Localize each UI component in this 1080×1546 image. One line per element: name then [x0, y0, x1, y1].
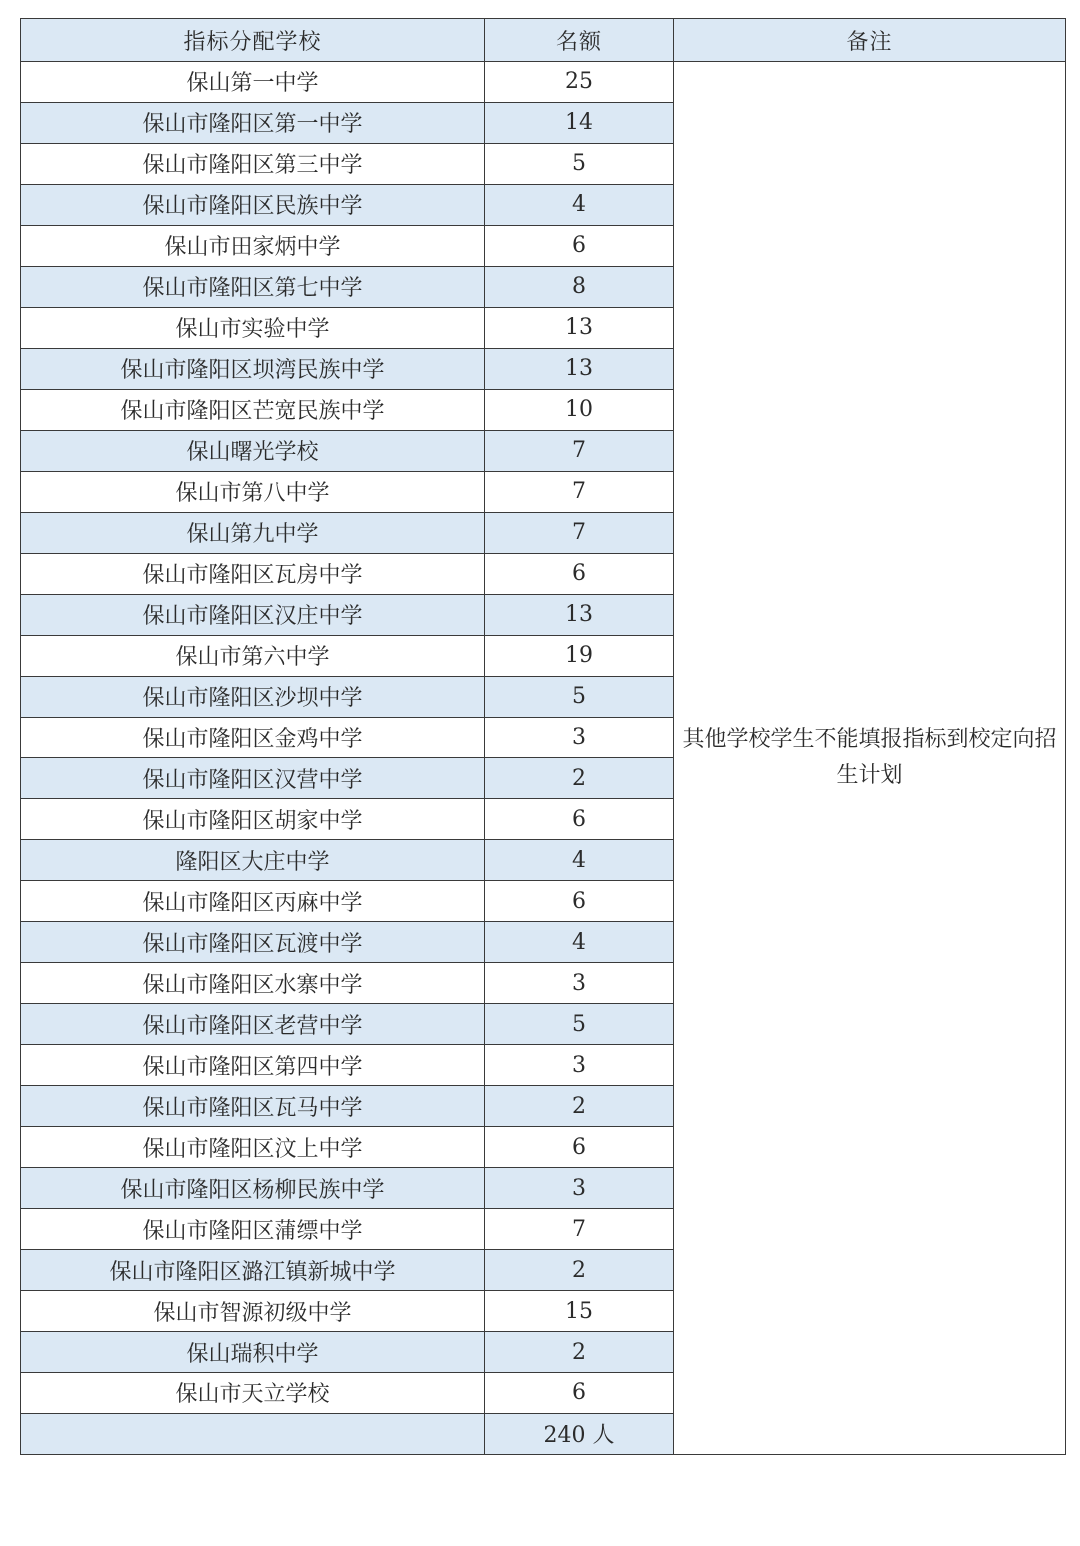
quota-cell: 6: [485, 881, 674, 922]
quota-cell: 2: [485, 1086, 674, 1127]
quota-cell: 6: [485, 1373, 674, 1414]
school-cell: 保山市隆阳区民族中学: [21, 184, 485, 225]
school-cell: 保山市智源初级中学: [21, 1291, 485, 1332]
quota-cell: 15: [485, 1291, 674, 1332]
quota-cell: 13: [485, 307, 674, 348]
quota-cell: 2: [485, 1332, 674, 1373]
header-quota: 名额: [485, 19, 674, 62]
school-cell: 保山市隆阳区沙坝中学: [21, 676, 485, 717]
quota-cell: 6: [485, 1127, 674, 1168]
quota-cell: 6: [485, 553, 674, 594]
school-cell: 保山市隆阳区瓦马中学: [21, 1086, 485, 1127]
school-cell: 保山市隆阳区金鸡中学: [21, 717, 485, 758]
quota-cell: 5: [485, 1004, 674, 1045]
quota-cell: 6: [485, 225, 674, 266]
school-cell: 保山市隆阳区瓦房中学: [21, 553, 485, 594]
header-school: 指标分配学校: [21, 19, 485, 62]
school-cell: 保山市隆阳区水寨中学: [21, 963, 485, 1004]
school-cell: 保山第一中学: [21, 62, 485, 103]
table-header: [21, 19, 1066, 62]
quota-cell: 8: [485, 266, 674, 307]
quota-cell: 7: [485, 1209, 674, 1250]
header-remark: 备注: [674, 19, 1066, 62]
school-cell: 保山市隆阳区潞江镇新城中学: [21, 1250, 485, 1291]
quota-cell: 4: [485, 840, 674, 881]
school-cell: 保山市隆阳区汉营中学: [21, 758, 485, 799]
table-body: [21, 62, 1066, 1455]
school-cell: 保山市隆阳区第四中学: [21, 1045, 485, 1086]
school-cell: 保山市隆阳区胡家中学: [21, 799, 485, 840]
quota-table: [20, 18, 1066, 1455]
quota-cell: 10: [485, 389, 674, 430]
school-cell: 保山市隆阳区芒宽民族中学: [21, 389, 485, 430]
school-cell: 保山市隆阳区汶上中学: [21, 1127, 485, 1168]
school-cell: 保山市隆阳区瓦渡中学: [21, 922, 485, 963]
quota-cell: 5: [485, 143, 674, 184]
header-row: [21, 19, 1066, 62]
quota-cell: 2: [485, 758, 674, 799]
school-cell: 保山市第六中学: [21, 635, 485, 676]
quota-cell: 7: [485, 471, 674, 512]
quota-cell: 2: [485, 1250, 674, 1291]
school-cell: 保山市天立学校: [21, 1373, 485, 1414]
school-cell: 保山市隆阳区第三中学: [21, 143, 485, 184]
school-cell: 保山市隆阳区第一中学: [21, 102, 485, 143]
school-cell: 保山曙光学校: [21, 430, 485, 471]
quota-cell: 5: [485, 676, 674, 717]
quota-cell: 3: [485, 963, 674, 1004]
remark-cell: 其他学校学生不能填报指标到校定向招生计划: [674, 62, 1066, 1455]
school-cell: 保山市第八中学: [21, 471, 485, 512]
quota-cell: 4: [485, 184, 674, 225]
quota-cell: 14: [485, 102, 674, 143]
quota-cell: 13: [485, 594, 674, 635]
school-cell: 隆阳区大庄中学: [21, 840, 485, 881]
quota-cell: 4: [485, 922, 674, 963]
quota-cell: 25: [485, 62, 674, 103]
school-cell: 保山市隆阳区杨柳民族中学: [21, 1168, 485, 1209]
table-row: [21, 62, 1066, 103]
quota-cell: 3: [485, 1168, 674, 1209]
quota-cell: 19: [485, 635, 674, 676]
school-cell: 保山市隆阳区坝湾民族中学: [21, 348, 485, 389]
school-cell: 保山市隆阳区老营中学: [21, 1004, 485, 1045]
quota-cell: 6: [485, 799, 674, 840]
quota-cell: 7: [485, 512, 674, 553]
quota-cell: 7: [485, 430, 674, 471]
quota-cell: 3: [485, 717, 674, 758]
quota-cell: 13: [485, 348, 674, 389]
school-cell: 保山市隆阳区蒲缥中学: [21, 1209, 485, 1250]
school-cell: 保山第九中学: [21, 512, 485, 553]
school-cell: 保山瑞积中学: [21, 1332, 485, 1373]
quota-cell: 3: [485, 1045, 674, 1086]
school-cell: 保山市隆阳区丙麻中学: [21, 881, 485, 922]
school-cell: 保山市隆阳区第七中学: [21, 266, 485, 307]
total-quota-cell: 240 人: [485, 1413, 674, 1454]
school-cell: 保山市隆阳区汉庄中学: [21, 594, 485, 635]
school-cell: 保山市田家炳中学: [21, 225, 485, 266]
school-cell: 保山市实验中学: [21, 307, 485, 348]
total-label-cell: [21, 1413, 485, 1454]
